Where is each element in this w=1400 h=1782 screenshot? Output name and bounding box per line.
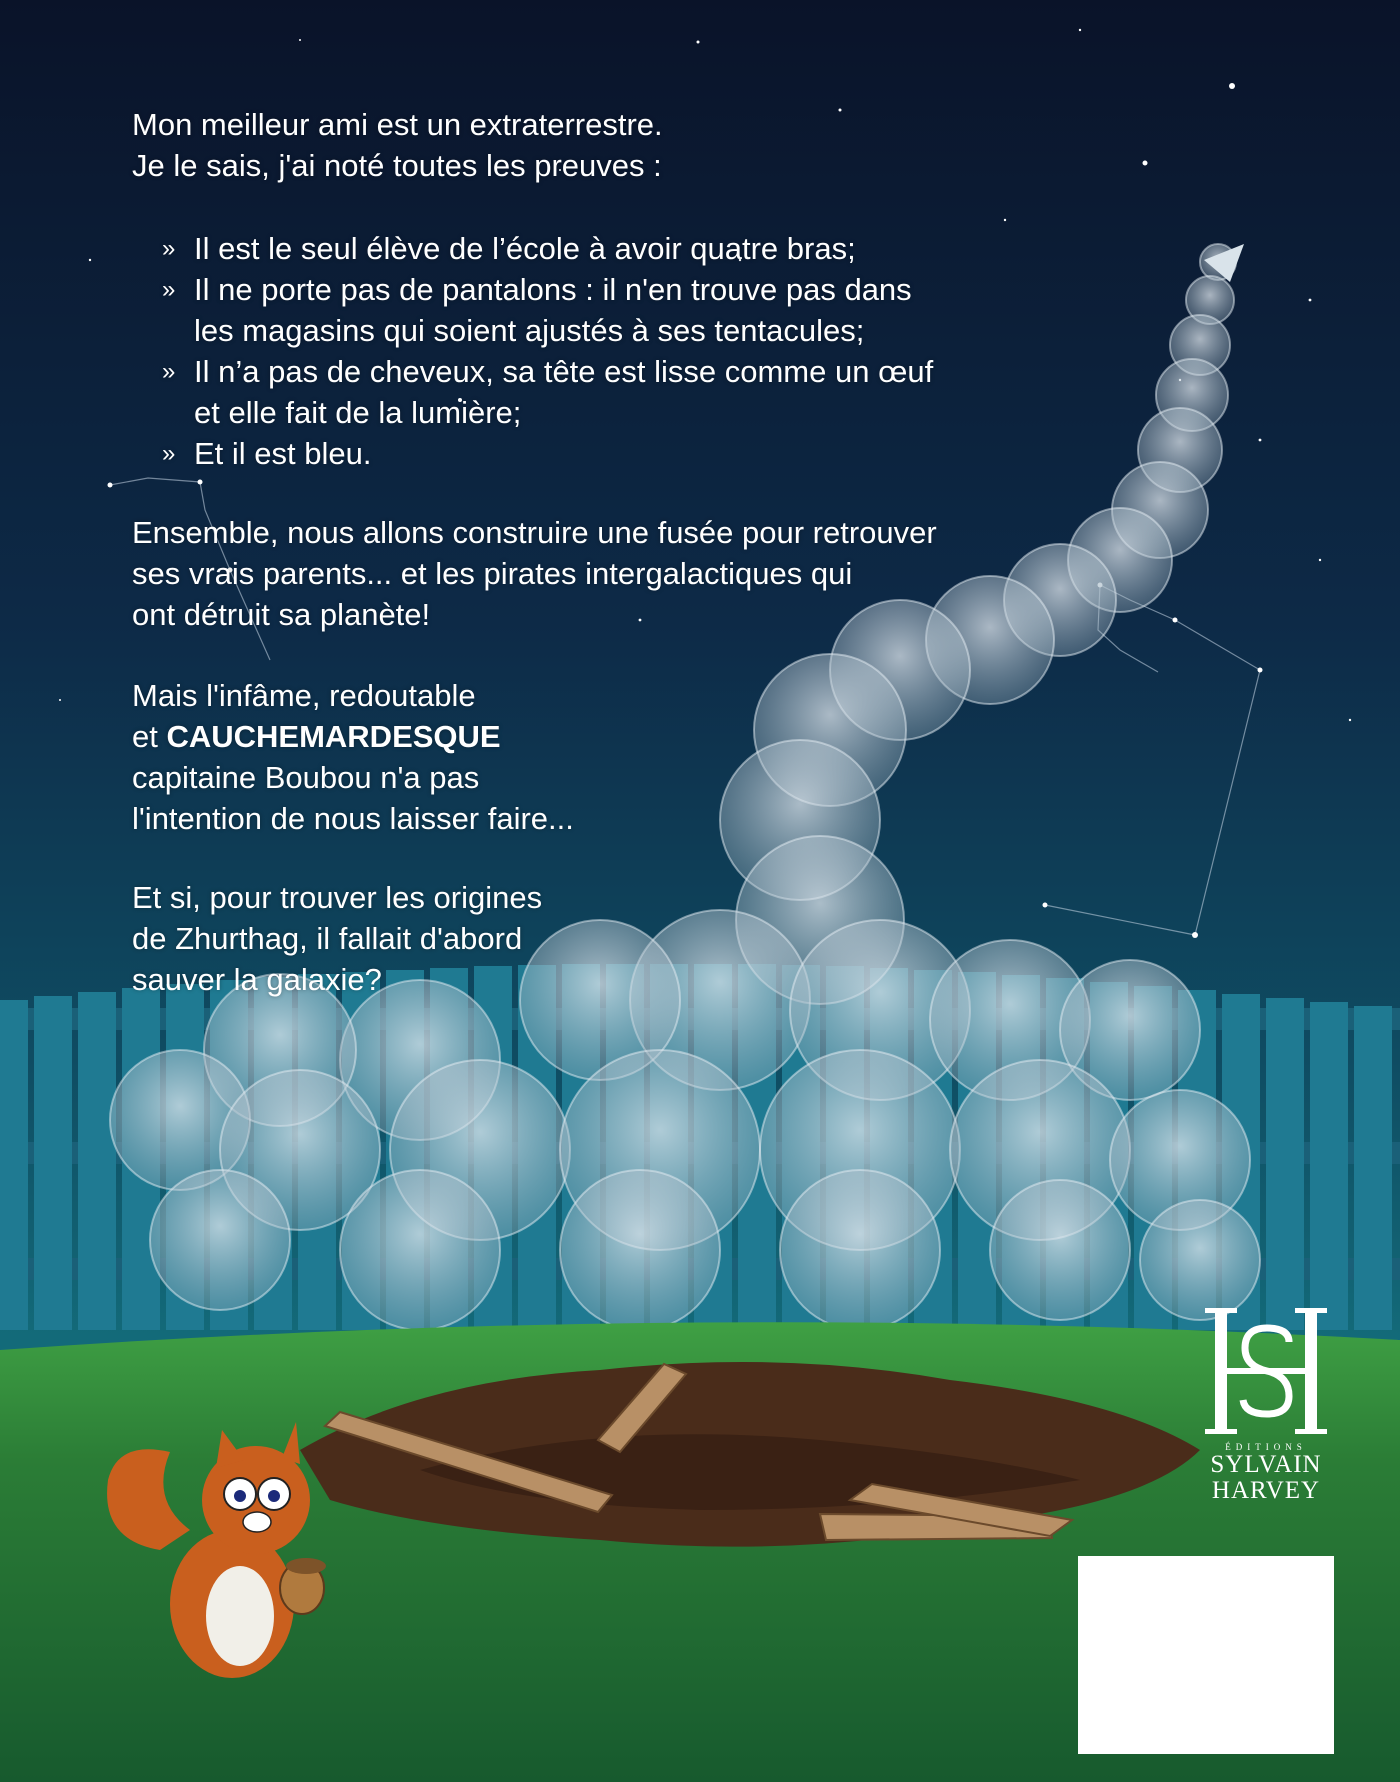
list-item bbox=[162, 433, 933, 474]
bullet-icon: » bbox=[162, 235, 176, 262]
publisher-name: HARVEY bbox=[1211, 1477, 1321, 1504]
intro-paragraph bbox=[132, 104, 663, 186]
proof-text: Il n’a pas de cheveux, sa tête est lisse comme un œuf bbox=[194, 354, 934, 389]
paragraph-line bbox=[132, 716, 574, 757]
intro-line: Mon meilleur ami est un extraterrestre. bbox=[132, 107, 663, 142]
publisher-logo bbox=[1196, 1302, 1336, 1504]
paragraph-line: capitaine Boubou n'a pas bbox=[132, 760, 480, 795]
paragraph-line: Et si, pour trouver les origines bbox=[132, 880, 543, 915]
closing-paragraph bbox=[132, 877, 542, 1000]
proofs-list bbox=[162, 228, 933, 474]
proof-text: Et il est bleu. bbox=[194, 436, 372, 471]
bullet-icon: » bbox=[162, 358, 176, 385]
publisher-prefix: ÉDITIONS bbox=[1225, 1442, 1307, 1452]
paragraph-line: ont détruit sa planète! bbox=[132, 597, 431, 632]
paragraph-line: sauver la galaxie? bbox=[132, 962, 382, 997]
paragraph-line: de Zhurthag, il fallait d'abord bbox=[132, 921, 523, 956]
bullet-icon: » bbox=[162, 276, 176, 303]
paragraph-prefix: et bbox=[132, 719, 167, 754]
bullet-icon: » bbox=[162, 440, 176, 467]
paragraph-line: Mais l'infâme, redoutable bbox=[132, 678, 476, 713]
proof-text: les magasins qui soient ajustés à ses tentacules; bbox=[194, 313, 865, 348]
proof-text: et elle fait de la lumière; bbox=[194, 395, 522, 430]
list-item bbox=[162, 351, 933, 433]
emphasis-text: CAUCHEMARDESQUE bbox=[166, 719, 501, 754]
villain-paragraph bbox=[132, 675, 574, 839]
list-item bbox=[162, 269, 933, 351]
intro-line: Je le sais, j'ai noté toutes les preuves : bbox=[132, 148, 662, 183]
list-item bbox=[162, 228, 933, 269]
proof-text: Il est le seul élève de l’école à avoir quatre bras; bbox=[194, 231, 856, 266]
proof-text: Il ne porte pas de pantalons : il n'en trouve pas dans bbox=[194, 272, 912, 307]
barcode-placeholder bbox=[1078, 1556, 1334, 1754]
paragraph-line: ses vrais parents... et les pirates intergalactiques qui bbox=[132, 556, 853, 591]
paragraph-line: l'intention de nous laisser faire... bbox=[132, 801, 574, 836]
publisher-name: SYLVAIN bbox=[1210, 1451, 1322, 1478]
rocket-paragraph bbox=[132, 512, 937, 635]
paragraph-line: Ensemble, nous allons construire une fusée pour retrouver bbox=[132, 515, 937, 550]
hs-monogram-icon bbox=[1201, 1302, 1331, 1440]
